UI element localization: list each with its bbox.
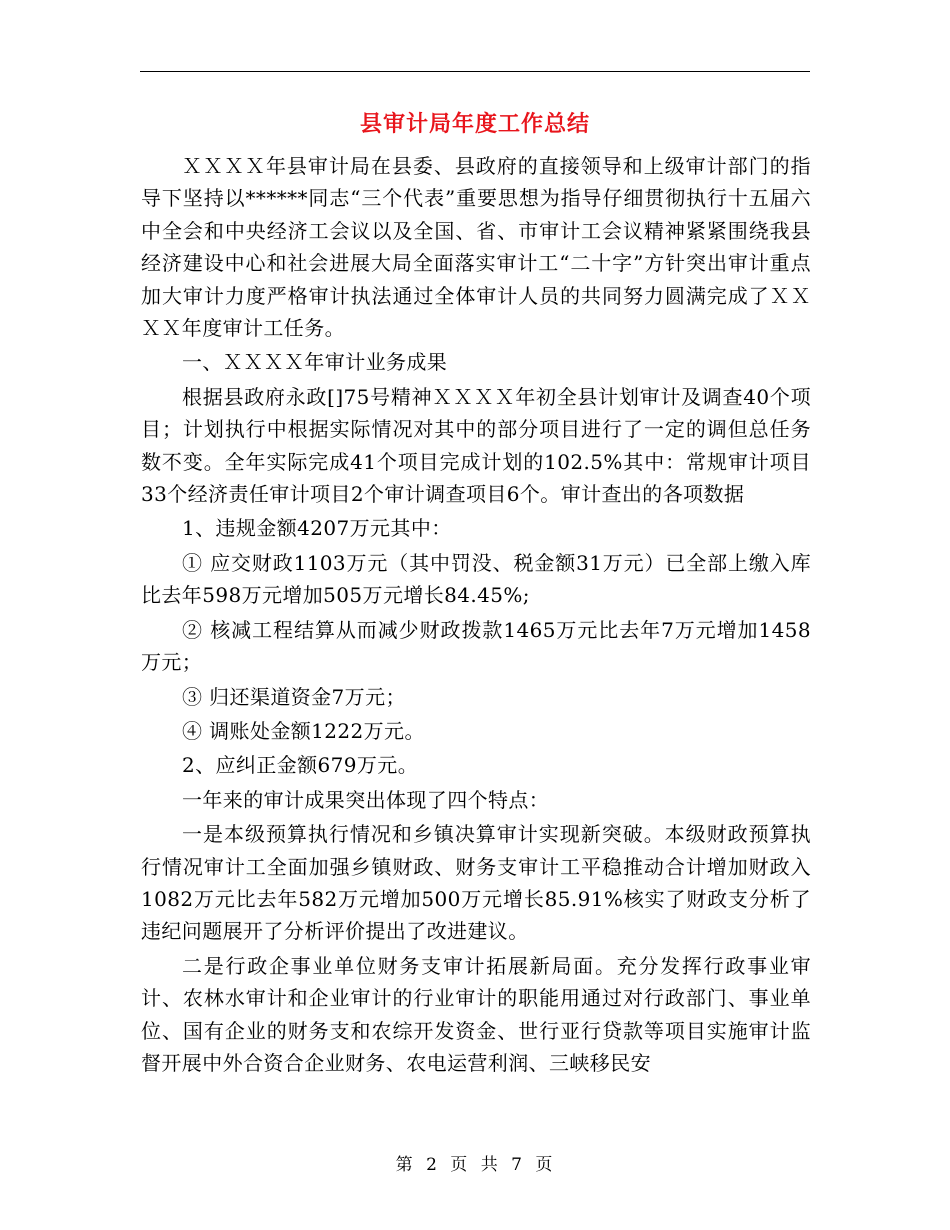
document-title: 县审计局年度工作总结 — [359, 111, 590, 137]
list-item: ① 应交财政1103万元（其中罚没、税金额31万元）已全部上缴入库比去年598万元增加505万元增长84.45%; — [141, 550, 811, 608]
list-item: 2、应纠正金额679万元。 — [182, 753, 419, 778]
paragraph: 一是本级预算执行情况和乡镇决算审计实现新突破。本级财政预算执行情况审计工全面加强乡镇财政、财务支审计工平稳推动合计增加财政入1082万元比去年582万元增加500万元增长85.91%核实了财政支分析了违纪问题展开了分析评价提出了改进建议。 — [141, 822, 811, 944]
list-item: ③ 归还渠道资金7万元； — [182, 684, 406, 709]
section-heading: 一、ＸＸＸＸ年审计业务成果 — [182, 350, 448, 375]
paragraph-intro: ＸＸＸＸ年县审计局在县委、县政府的直接领导和上级审计部门的指导下坚持以******同志“三个代表”重要思想为指导仔细贯彻执行十五届六中全会和中央经济工会议以及全国、省、市审计工会议精神紧紧围绕我县经济建设中心和社会进展大局全面落实审计工“二十字”方针突出审计重点加大审计力度严格审计执法通过全体审计人员的共同努力圆满完成了ＸＸＸＸ年度审计工任务。 — [141, 154, 811, 341]
paragraph: 二是行政企事业单位财务支审计拓展新局面。充分发挥行政事业审计、农林水审计和企业审计的行业审计的职能用通过对行政部门、事业单位、国有企业的财务支和农综开发资金、世行亚行贷款等项目实施审计监督开展中外合资合企业财务、农电运营利润、三峡移民安 — [141, 953, 811, 1075]
paragraph: 一年来的审计成果突出体现了四个特点： — [182, 787, 550, 812]
paragraph: 根据县政府永政[]75号精神ＸＸＸＸ年初全县计划审计及调查40个项目；计划执行中根据实际情况对其中的部分项目进行了一定的调但总任务数不变。全年实际完成41个项目完成计划的102.5%其中：常规审计项目33个经济责任审计项目2个审计调查项目6个。审计查出的各项数据 — [141, 384, 811, 507]
list-item: 1、违规金额4207万元其中： — [182, 516, 452, 541]
list-item: ④ 调账处金额1222万元。 — [182, 718, 425, 743]
header-rule — [140, 71, 810, 72]
list-item: ② 核减工程结算从而减少财政拨款1465万元比去年7万元增加1458万元； — [141, 617, 811, 675]
document-body — [141, 150, 811, 1079]
page-number: 第 2 页 共 7 页 — [395, 1155, 555, 1175]
